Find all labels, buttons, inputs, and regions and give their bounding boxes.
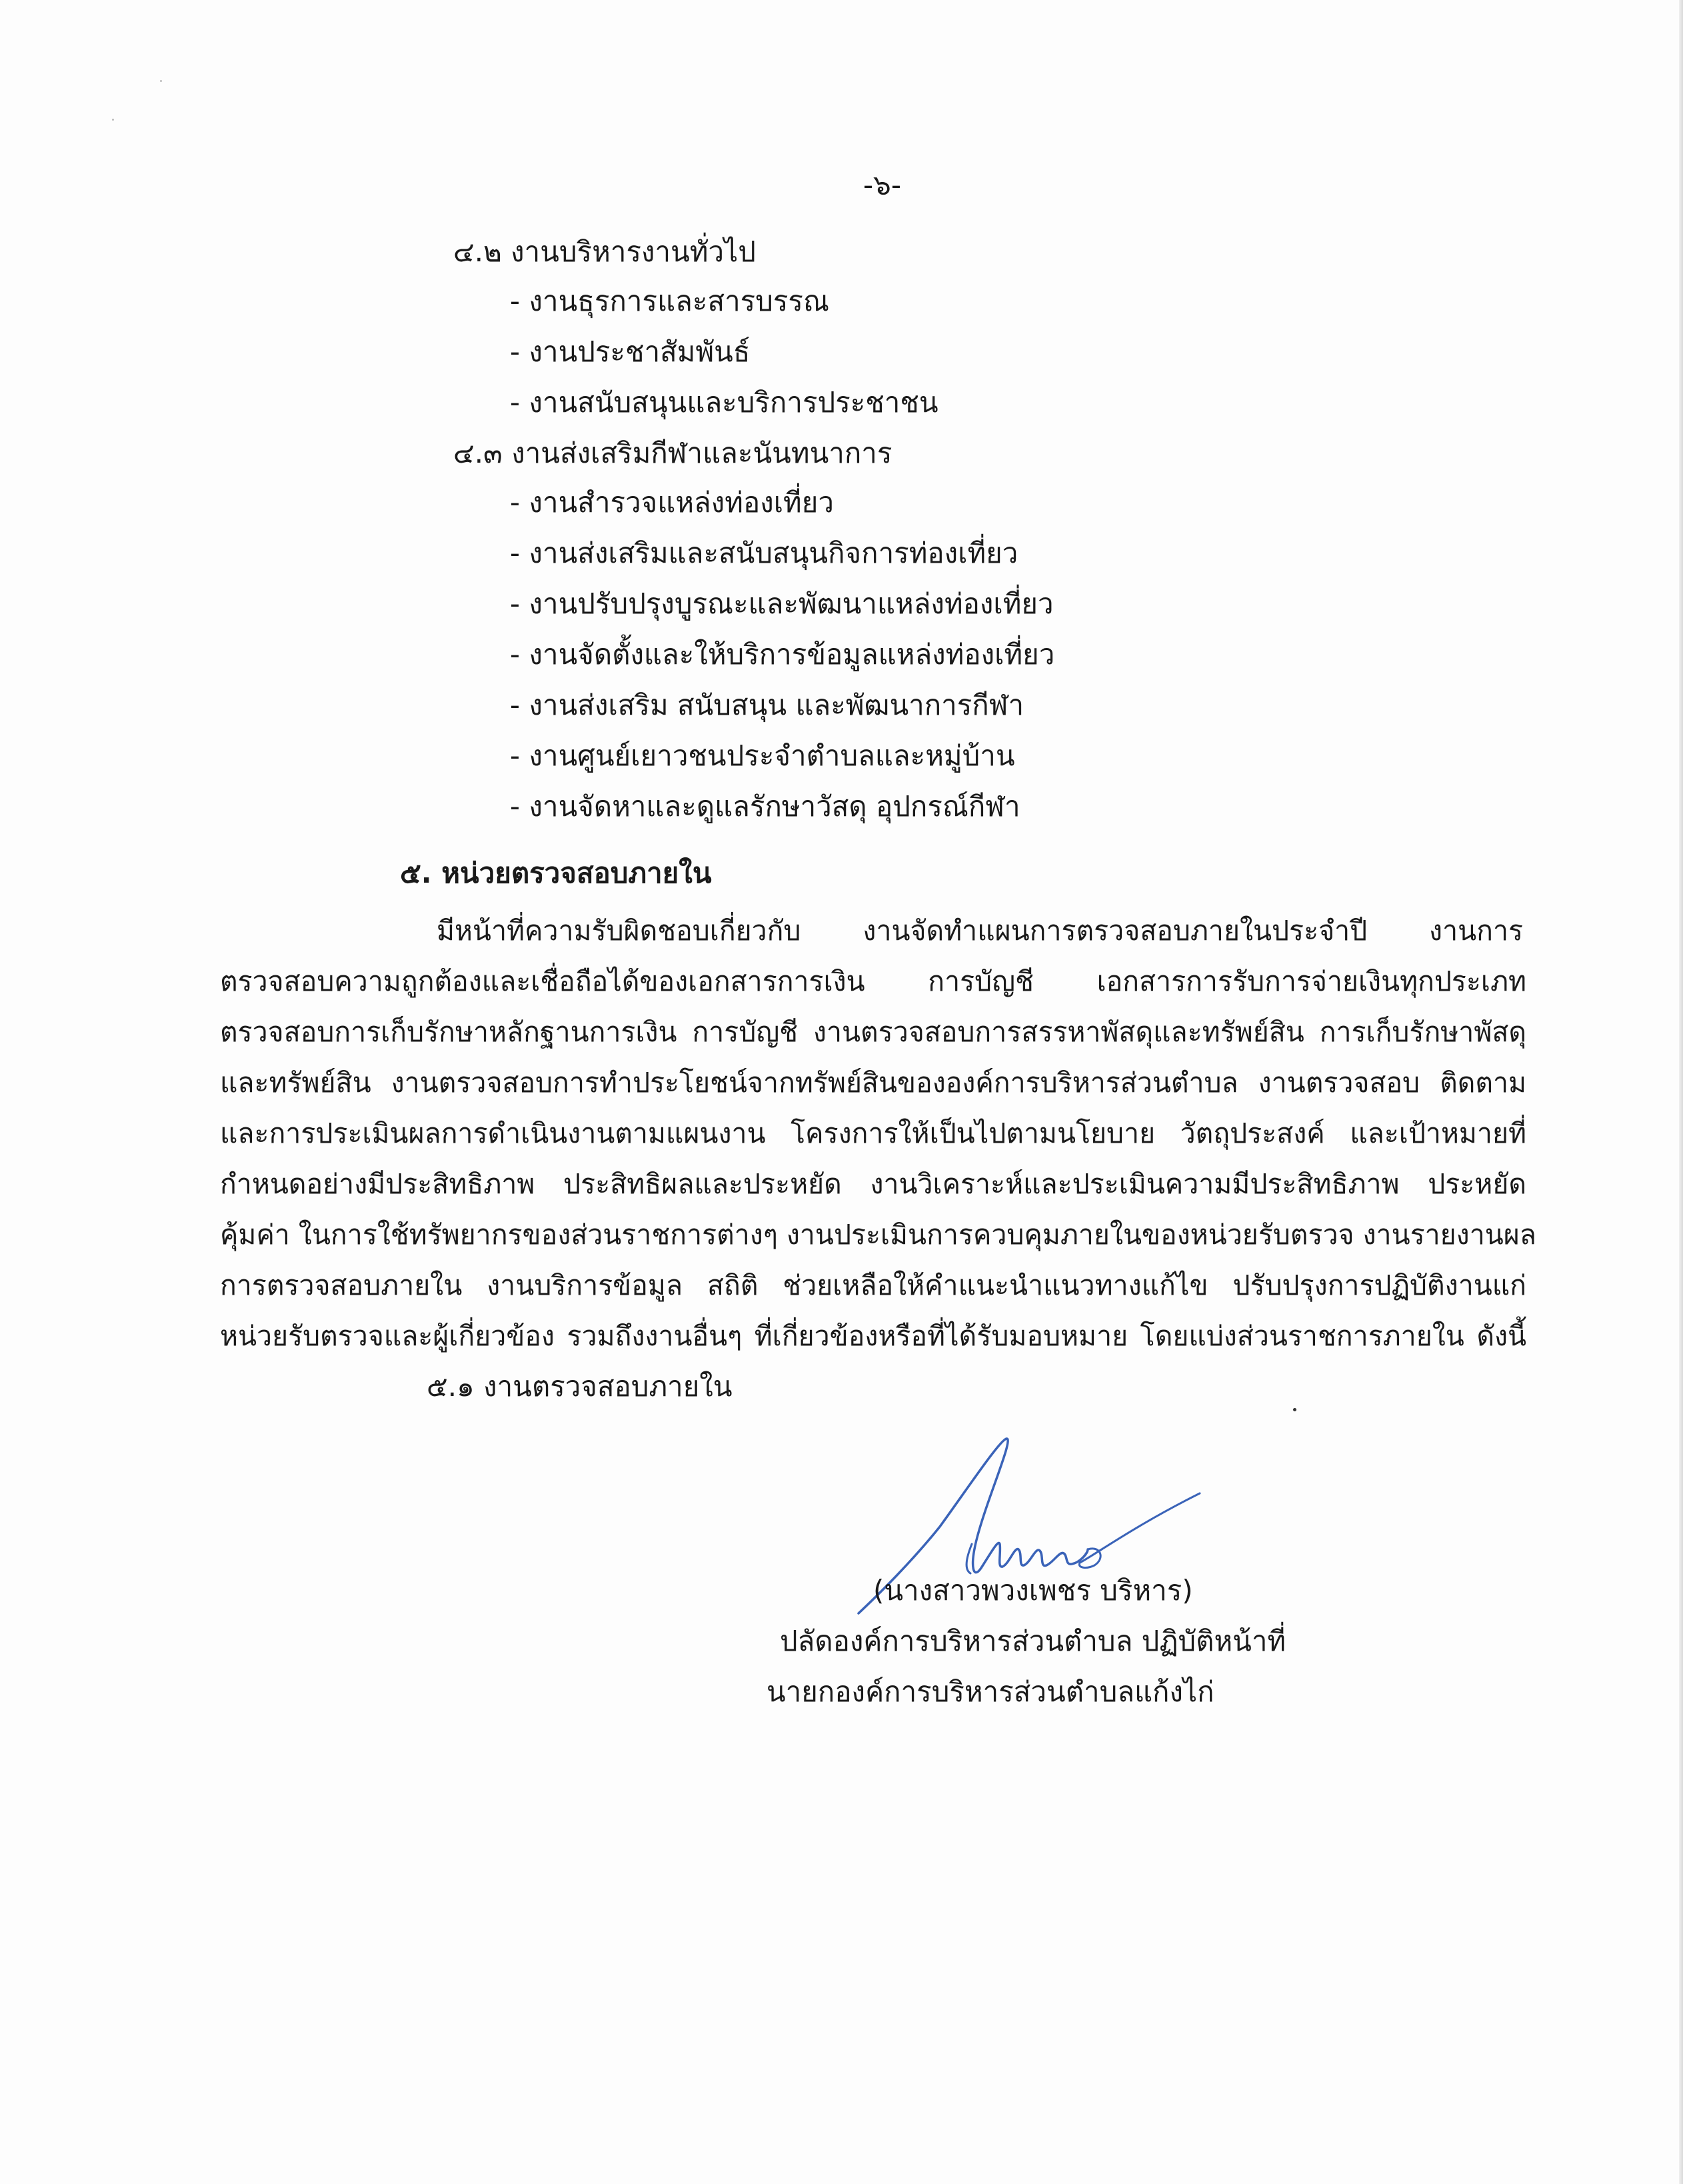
list-item: - งานประชาสัมพันธ์ xyxy=(510,335,751,368)
list-item: - งานสำรวจแหล่งท่องเที่ยว xyxy=(510,486,834,519)
section-4-2-heading: ๔.๒ งานบริหารงานทั่วไป xyxy=(453,235,756,268)
paragraph-line: และการประเมินผลการดำเนินงานตามแผนงาน โครงการให้เป็นไปตามนโยบาย วัตถุประสงค์ และเป้าหมายที่ xyxy=(220,1117,1526,1149)
paragraph-line: คุ้มค่า ในการใช้ทรัพยากรของส่วนราชการต่างๆ งานประเมินการควบคุมภายในของหน่วยรับตรวจ งานรายงานผล xyxy=(220,1219,1536,1251)
scan-speck xyxy=(112,119,114,121)
paragraph-line: ตรวจสอบความถูกต้องและเชื่อถือได้ของเอกสารการเงิน การบัญชี เอกสารการรับการจ่ายเงินทุกประเภท xyxy=(220,965,1526,997)
list-item: - งานสนับสนุนและบริการประชาชน xyxy=(510,386,938,419)
page-number: -๖- xyxy=(863,169,901,201)
section-4-3-heading: ๔.๓ งานส่งเสริมกีฬาและนันทนาการ xyxy=(453,437,892,469)
paragraph-line: กำหนดอย่างมีประสิทธิภาพ ประสิทธิผลและประหยัด งานวิเคราะห์และประเมินความมีประสิทธิภาพ ประหยัด xyxy=(220,1168,1526,1200)
paragraph-line: และทรัพย์สิน งานตรวจสอบการทำประโยชน์จากทรัพย์สินขององค์การบริหารส่วนตำบล งานตรวจสอบ ติดตาม xyxy=(220,1067,1526,1099)
list-item: - งานศูนย์เยาวชนประจำตำบลและหมู่บ้าน xyxy=(510,739,1015,772)
paragraph-line: มีหน้าที่ความรับผิดชอบเกี่ยวกับ งานจัดทำแผนการตรวจสอบภายในประจำปี งานการ xyxy=(437,915,1523,947)
scan-edge xyxy=(1679,0,1683,2184)
ink-dot xyxy=(1293,1408,1296,1411)
list-item: - งานส่งเสริมและสนับสนุนกิจการท่องเที่ยว xyxy=(510,537,1018,569)
signatory-position: นายกองค์การบริหารส่วนตำบลแก้งไก่ xyxy=(767,1675,1214,1708)
signatory-position: ปลัดองค์การบริหารส่วนตำบล ปฏิบัติหน้าที่ xyxy=(780,1625,1286,1657)
section-5-1-heading: ๕.๑ งานตรวจสอบภายใน xyxy=(427,1370,733,1403)
list-item: - งานธุรการและสารบรรณ xyxy=(510,285,829,317)
list-item: - งานจัดหาและดูแลรักษาวัสดุ อุปกรณ์กีฬา xyxy=(510,790,1020,823)
signatory-name: (นางสาวพวงเพชร บริหาร) xyxy=(873,1574,1193,1607)
list-item: - งานจัดตั้งและให้บริการข้อมูลแหล่งท่องเที่ยว xyxy=(510,638,1055,671)
paragraph-line: ตรวจสอบการเก็บรักษาหลักฐานการเงิน การบัญชี งานตรวจสอบการสรรหาพัสดุและทรัพย์สิน การเก็บรักษาพัสดุ xyxy=(220,1016,1526,1048)
list-item: - งานปรับปรุงบูรณะและพัฒนาแหล่งท่องเที่ยว xyxy=(510,587,1054,620)
paragraph-line: การตรวจสอบภายใน งานบริการข้อมูล สถิติ ช่วยเหลือให้คำแนะนำแนวทางแก้ไข ปรับปรุงการปฏิบัติงานแก่ xyxy=(220,1269,1526,1301)
section-5-heading: ๕. หน่วยตรวจสอบภายใน xyxy=(400,857,712,889)
scan-speck xyxy=(160,80,162,82)
list-item: - งานส่งเสริม สนับสนุน และพัฒนาการกีฬา xyxy=(510,689,1024,721)
paragraph-line: หน่วยรับตรวจและผู้เกี่ยวข้อง รวมถึงงานอื่นๆ ที่เกี่ยวข้องหรือที่ได้รับมอบหมาย โดยแบ่งส่วนราชการภายใน ดังนี้ xyxy=(220,1320,1526,1352)
